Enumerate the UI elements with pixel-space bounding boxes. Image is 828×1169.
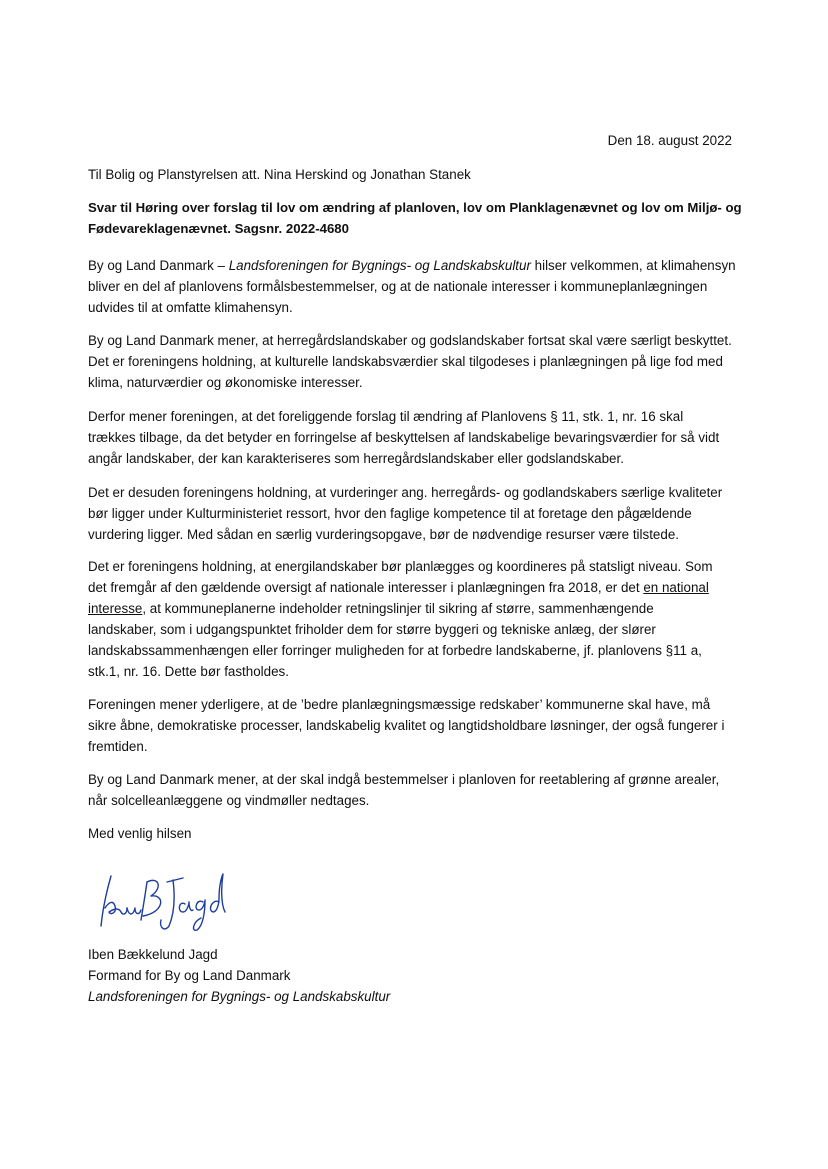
paragraph-line: bliver en del af planlovens formålsbestemmelser, og at de nationale interesser i kommuneplanlægningen (88, 279, 708, 294)
letter-date: Den 18. august 2022 (607, 133, 732, 148)
paragraph-line: når solcelleanlæggene og vindmøller nedtages. (88, 793, 370, 808)
paragraph-line: klima, naturværdier og økonomiske interesser. (88, 375, 363, 390)
paragraph-energy-landscapes (88, 556, 740, 682)
national-interest-link[interactable]: interesse (88, 601, 143, 616)
paragraph-line: bør ligger under Kulturministeriet ressort, hvor den faglige kompetence til at foretage den pågældende (88, 506, 692, 521)
paragraph-line: By og Land Danmark mener, at der skal indgå bestemmelser i planloven for reetablering af grønne arealer, (88, 772, 720, 787)
signer-name: Iben Bækkelund Jagd (88, 947, 218, 962)
national-interest-link[interactable]: en national (643, 580, 709, 595)
paragraph-line: landskaber, som i udgangspunktet friholder dem for større byggeri og tekniske anlæg, der slører (88, 622, 656, 637)
paragraph-line: angår landskaber, der kan karakteriseres som herregårdslandskaber eller godslandskaber. (88, 451, 624, 466)
signer-organization: Landsforeningen for Bygnings- og Landskabskultur (88, 989, 391, 1004)
paragraph-withdraw-proposal (88, 406, 740, 469)
paragraph-text: det fremgår af den gældende oversigt af nationale interesser i planlægningen fra 2018, er det (88, 580, 644, 595)
subject-heading (88, 197, 740, 239)
paragraph-reestablishment (88, 769, 740, 811)
paragraph-line: Det er foreningens holdning, at kulturelle landskabsværdier skal tilgodeses i planlægningen på lige fod med (88, 354, 723, 369)
paragraph-ministry-assessment (88, 482, 740, 545)
paragraph-text: By og Land Danmark – (88, 258, 229, 273)
paragraph-line (88, 255, 740, 276)
paragraph-line: vurdering ligger. Med sådan en særlig vurderingsopgave, bør de nødvendige resurser være tilstede. (88, 527, 679, 542)
closing-salutation: Med venlig hilsen (88, 826, 192, 841)
organization-name-italic: Landsforeningen for Bygnings- og Landskabskultur (228, 258, 531, 273)
paragraph-line (88, 598, 740, 619)
paragraph-line: Det er foreningens holdning, at energilandskaber bør planlægges og koordineres på statsligt niveau. Som (88, 559, 713, 574)
paragraph-line: udvides til at omfatte klimahensyn. (88, 300, 293, 315)
paragraph-line: sikre åbne, demokratiske processer, landskabelig kvalitet og langtidsholdbare løsninger, der også fungerer i (88, 718, 725, 733)
signer-block (88, 944, 390, 1007)
subject-line: Fødevareklagenævnet. Sagsnr. 2022-4680 (88, 221, 349, 236)
recipient-line: Til Bolig og Planstyrelsen att. Nina Herskind og Jonathan Stanek (88, 167, 471, 182)
signature-strokes (101, 874, 225, 930)
paragraph-text: hilser velkommen, at klimahensyn (530, 258, 736, 273)
paragraph-line: Det er desuden foreningens holdning, at vurderinger ang. herregårds- og godlandskabers særlige kvaliteter (88, 485, 723, 500)
paragraph-line: Derfor mener foreningen, at det foreliggende forslag til ændring af Planlovens § 11, stk. 1, nr. 16 skal (88, 409, 684, 424)
paragraph-line: trækkes tilbage, da det betyder en forringelse af beskyttelsen af landskabelige bevaringsværdier for så vidt (88, 430, 720, 445)
paragraph-line: By og Land Danmark mener, at herregårdslandskaber og godslandskaber fortsat skal være særligt beskyttet. (88, 333, 732, 348)
paragraph-line: fremtiden. (88, 739, 148, 754)
paragraph-line: stk.1, nr. 16. Dette bør fastholdes. (88, 664, 289, 679)
paragraph-text: , at kommuneplanerne indeholder retningslinjer til sikring af større, sammenhængende (142, 601, 654, 616)
paragraph-line: landskabssammenhængen eller forringer muligheden for at forbedre landskaberne, jf. planlovens §11 a, (88, 643, 702, 658)
paragraph-line (88, 577, 740, 598)
subject-line: Svar til Høring over forslag til lov om ændring af planloven, lov om Planklagenævnet og lov om Miljø- og (88, 200, 742, 215)
paragraph-planning-tools (88, 694, 740, 757)
paragraph-manor-landscapes (88, 330, 740, 393)
paragraph-line: Foreningen mener yderligere, at de ’bedre planlægningsmæssige redskaber’ kommunerne skal have, må (88, 697, 711, 712)
handwritten-signature (93, 868, 233, 938)
signer-title: Formand for By og Land Danmark (88, 968, 291, 983)
paragraph-welcome (88, 255, 740, 318)
